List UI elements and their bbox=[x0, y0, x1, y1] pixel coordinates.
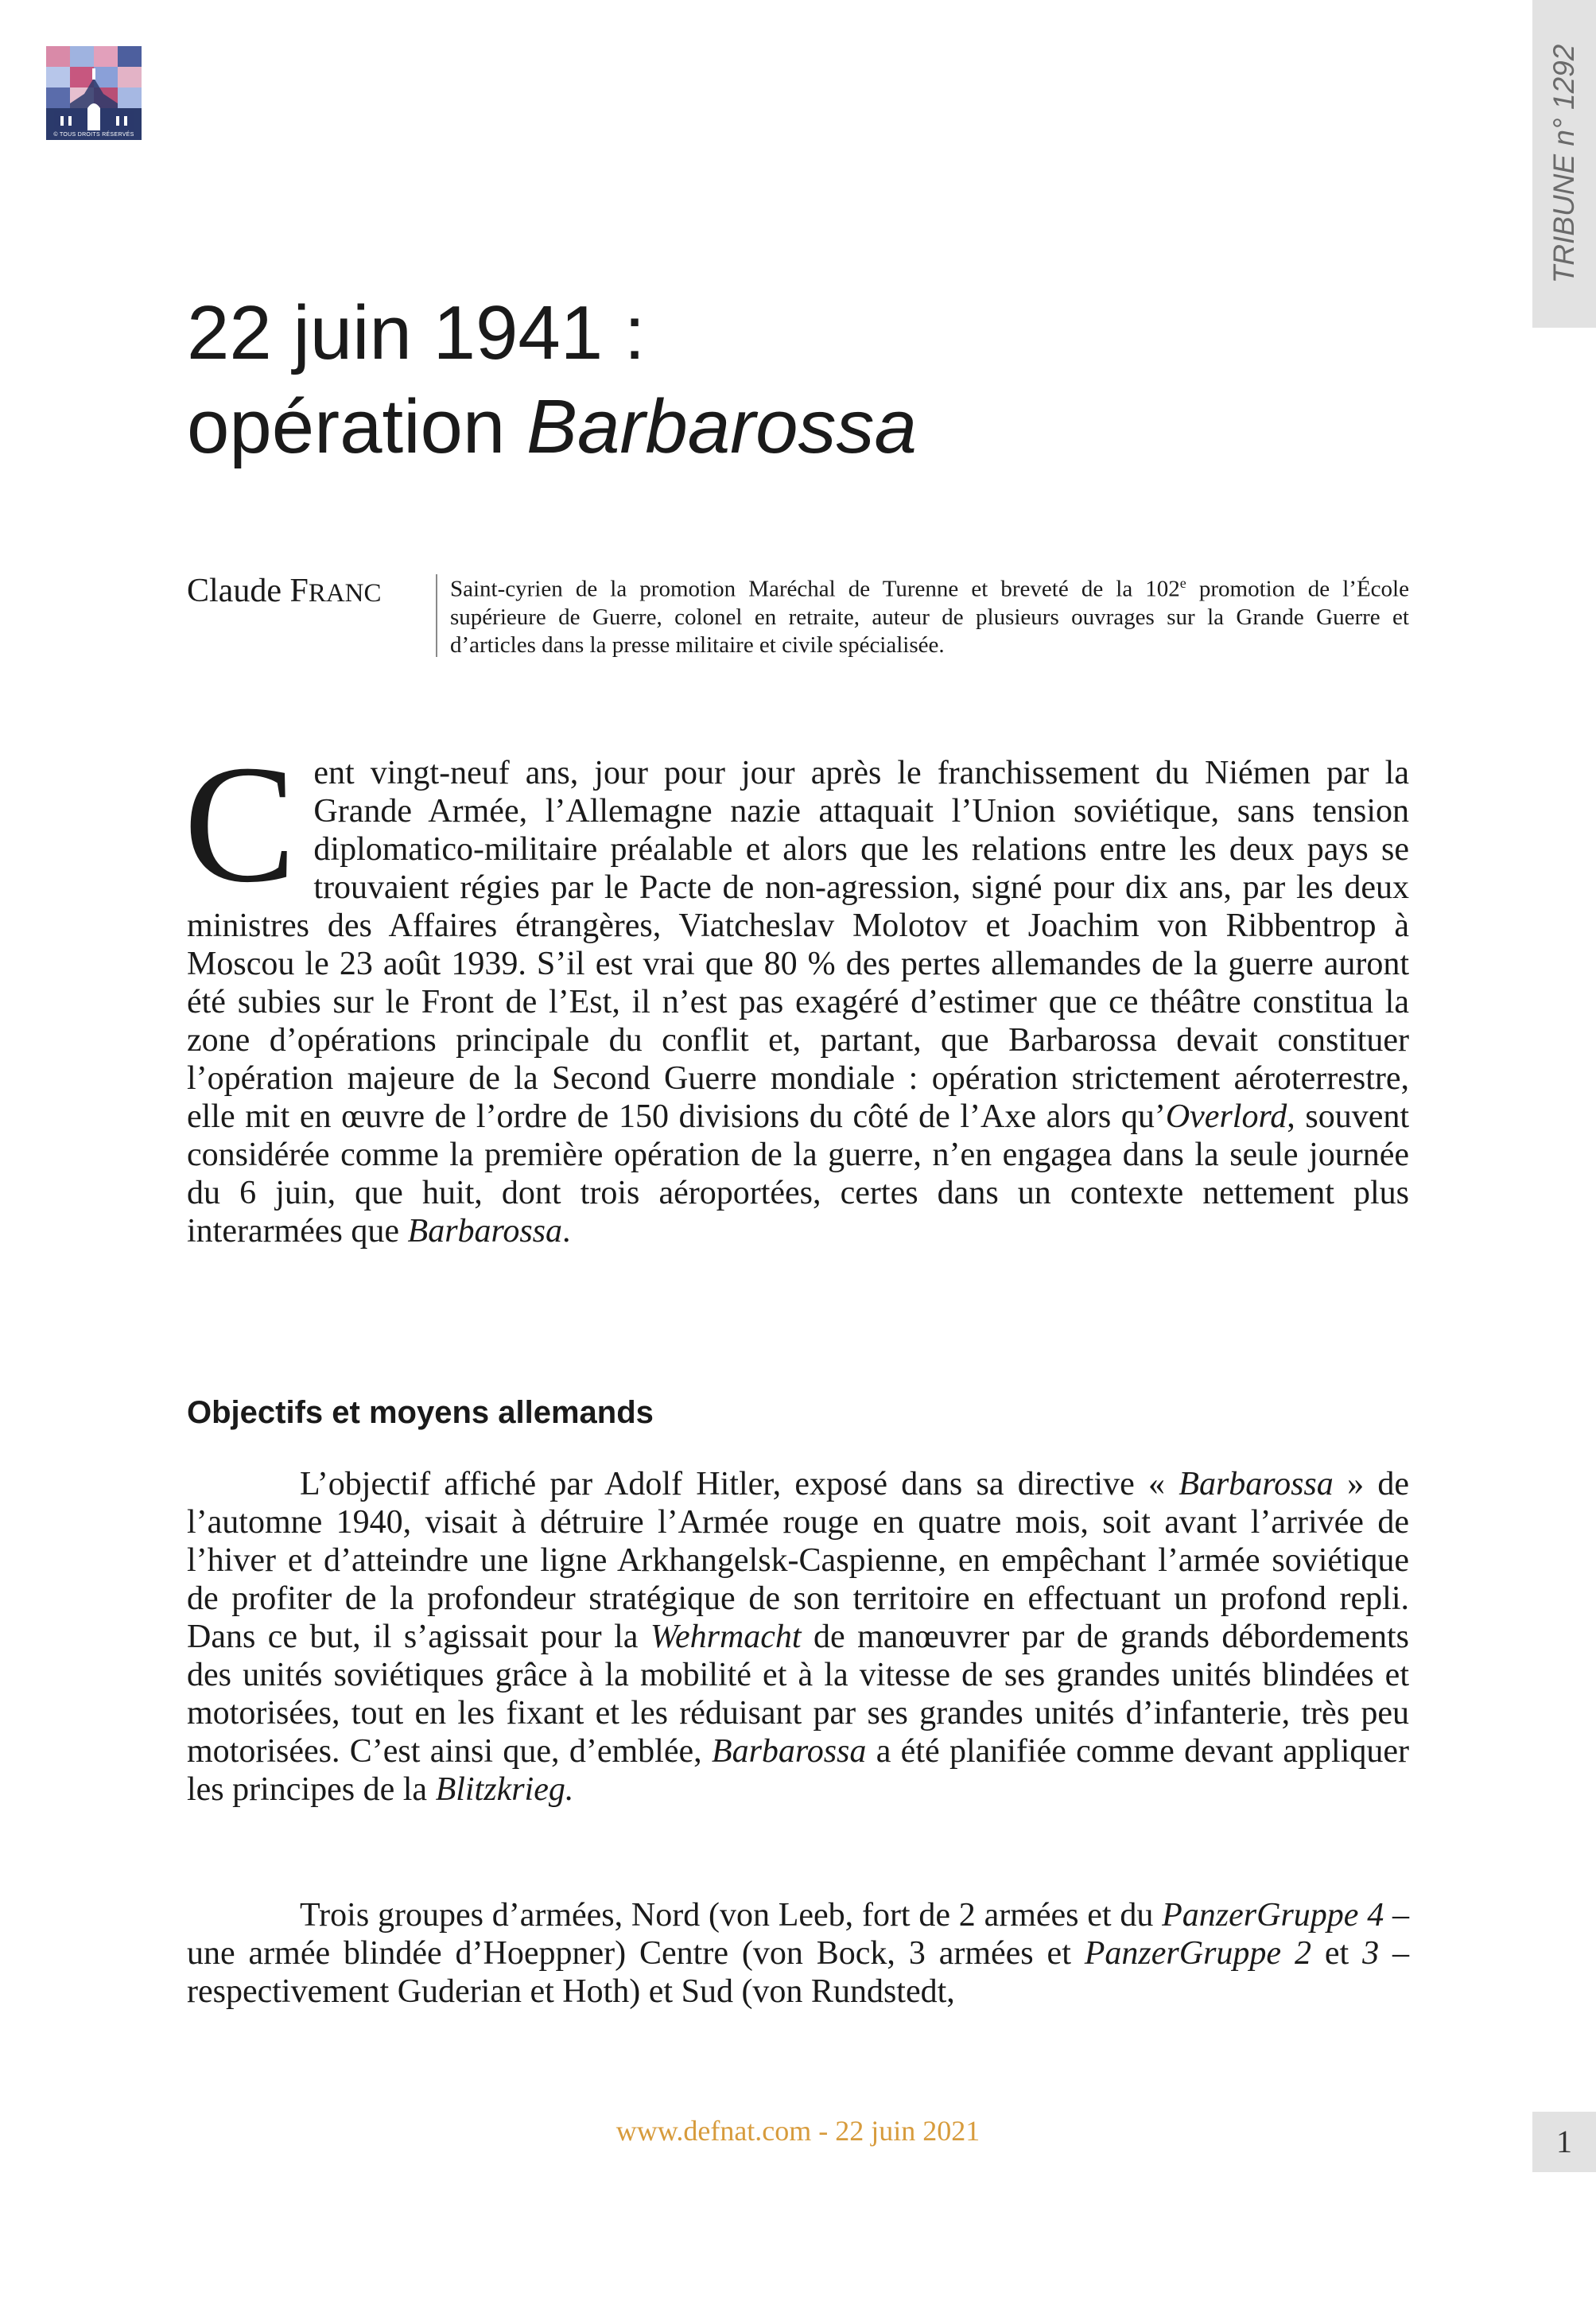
author-divider bbox=[436, 574, 437, 657]
title-line-2: opération bbox=[187, 384, 526, 469]
author-bio: Saint-cyrien de la promotion Maréchal de Turenne et breveté de la 102e promotion de l’École supérieure de Guerre, colonel en retraite, auteur de plusieurs ouvrages sur la Grande Guerre et d’articles dans la presse militaire et civile spécialisée. bbox=[450, 575, 1409, 658]
defnat-logo-icon bbox=[46, 46, 142, 130]
article-title bbox=[187, 286, 917, 474]
logo bbox=[46, 46, 142, 140]
intro-paragraph: Cent vingt-neuf ans, jour pour jour après le franchissement du Niémen par la Grande Armée, l’Allemagne nazie attaquait l’Union soviétique, sans tension diplomatico-militaire préalable et alors que les relations entre les deux pays se trouvaient régies par le Pacte de non-agression, signé pour dix ans, par les deux ministres des Affaires étrangères, Viatcheslav Molotov et Joachim von Ribbentrop à Moscou le 23 août 1939. S’il est vrai que 80 % des pertes allemandes de la guerre auront été subies sur le Front de l’Est, il n’est pas exagéré d’estimer que ce théâtre constitua la zone d’opérations principale du conflit et, partant, que Barbarossa devait constituer l’opération majeure de la Second Guerre mondiale : opération strictement aéroterrestre, elle mit en œuvre de l’ordre de 150 divisions du côté de l’Axe alors qu’Overlord, souvent considérée comme la première opération de la guerre, n’en engagea dans la seule journée du 6 juin, que huit, dont trois aéroportées, certes dans un contexte nettement plus interarmées que Barbarossa. bbox=[184, 730, 1410, 1250]
tribune-number: TRIBUNE n° 1292 bbox=[1547, 44, 1580, 284]
body-paragraph: L’objectif affiché par Adolf Hitler, exposé dans sa directive « Barbarossa » de l’automne 1940, visait à détruire l’Armée rouge en quatre mois, soit avant l’arrivée de l’hiver et d’atteindre une ligne Arkhangelsk-Caspienne, en empêchant l’armée soviétique de profiter de la profondeur stratégique de son territoire en effectuant un profond repli. Dans ce but, il s’agissait pour la Wehrmacht de manœuvrer par de grands débordements des unités soviétiques grâce à la mobilité et à la vitesse de ses grandes unités blindées et motorisées, tout en les fixant et les réduisant par ses grandes unités d’infanterie, très peu motorisées. C’est ainsi que, d’emblée, Barbarossa a été planifiée comme devant appliquer les principes de la Blitzkrieg. bbox=[187, 1466, 1409, 1808]
tribune-side-tab bbox=[1532, 0, 1596, 328]
footer-url: www.defnat.com - 22 juin 2021 bbox=[615, 2115, 981, 2147]
title-italic: Barbarossa bbox=[526, 384, 917, 469]
page-number: 1 bbox=[1532, 2112, 1596, 2172]
body-paragraph: Trois groupes d’armées, Nord (von Leeb, fort de 2 armées et du PanzerGruppe 4 – une armée blindée d’Hoeppner) Centre (von Bock, 3 armées et PanzerGruppe 2 et 3 – respectivement Guderian et Hoth) et Sud (von Rundstedt, bbox=[187, 1897, 1410, 2010]
author-name: Claude FRANC bbox=[187, 573, 382, 609]
section-heading: Objectifs et moyens allemands bbox=[187, 1395, 654, 1430]
title-line-1: 22 juin 1941 : bbox=[187, 290, 646, 375]
logo-caption: © TOUS DROITS RÉSERVÉS bbox=[46, 130, 142, 140]
drop-cap: C bbox=[184, 730, 297, 917]
